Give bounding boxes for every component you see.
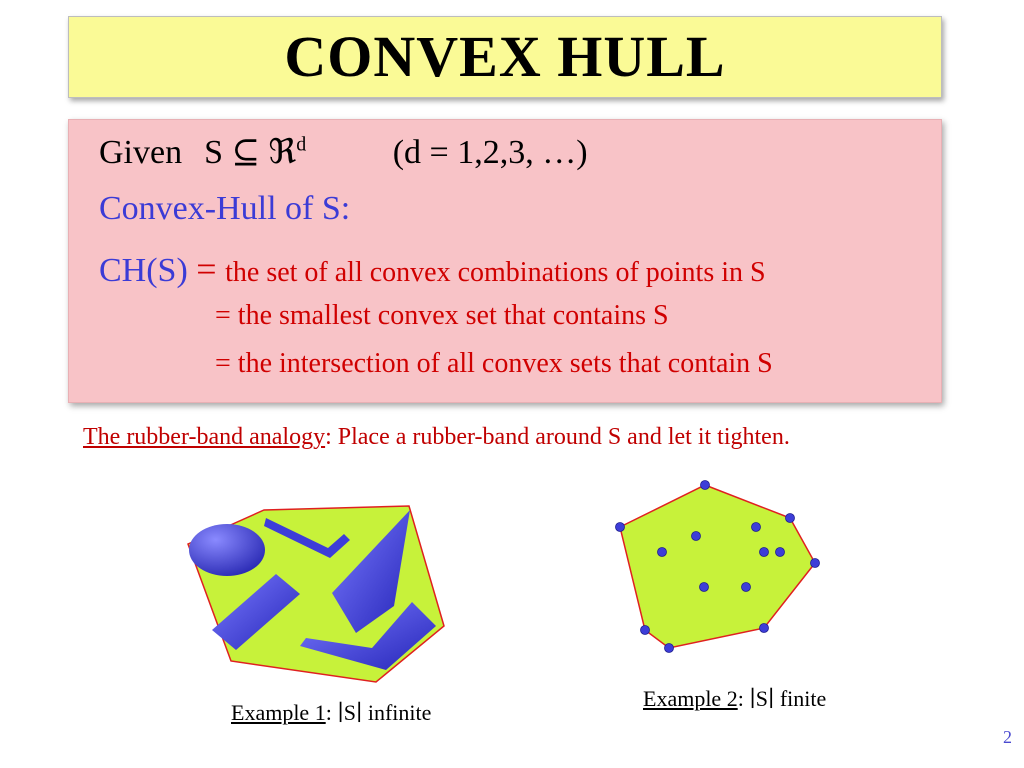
page-number: 2 (1003, 727, 1012, 747)
point (701, 481, 710, 490)
point (760, 548, 769, 557)
definition-box (68, 119, 942, 403)
point (811, 559, 820, 568)
point (658, 548, 667, 557)
point (616, 523, 625, 532)
given-word: Given (99, 134, 183, 171)
definition-line-3: = the intersection of all convex sets that contain S (215, 348, 773, 379)
point (665, 644, 674, 653)
dimension-spec: (d = 1,2,3, …) (392, 134, 588, 171)
equals-sign: = (196, 249, 217, 289)
page-title: CONVEX HULL (284, 24, 726, 89)
example1-label: Example 1 (231, 700, 326, 725)
point (760, 624, 769, 633)
real-space-symbol: ℜ (268, 134, 297, 171)
given-line (99, 132, 588, 172)
example2-text: : ∣S∣ finite (737, 686, 827, 711)
point (692, 532, 701, 541)
analogy-label: The rubber-band analogy (83, 424, 326, 450)
ch-label: CH(S) (99, 252, 188, 289)
definition-heading: Convex-Hull of S: (99, 190, 351, 227)
definition-line-2: = the smallest convex set that contains S (215, 300, 669, 331)
set-symbol: S (204, 134, 224, 171)
point (752, 523, 761, 532)
example2-label: Example 2 (643, 686, 738, 711)
subset-symbol: ⊆ (231, 134, 261, 171)
point (776, 548, 785, 557)
point (700, 583, 709, 592)
point (641, 626, 650, 635)
point (742, 583, 751, 592)
example2-hull (620, 485, 815, 648)
example2-figure (604, 474, 834, 664)
example1-ellipse (189, 524, 265, 576)
example1-figure (176, 498, 456, 688)
real-space-dimension: d (296, 133, 307, 156)
title-banner (68, 16, 942, 98)
example1-caption (231, 700, 431, 726)
definition-convex-combinations: the set of all convex combinations of points in S (225, 257, 766, 288)
point (786, 514, 795, 523)
rubber-band-analogy (83, 424, 790, 451)
example1-text: : ∣S∣ infinite (325, 700, 432, 725)
definition-line-1 (99, 248, 766, 290)
analogy-text: : Place a rubber-band around S and let it tighten. (325, 424, 790, 450)
example2-caption (643, 686, 826, 712)
